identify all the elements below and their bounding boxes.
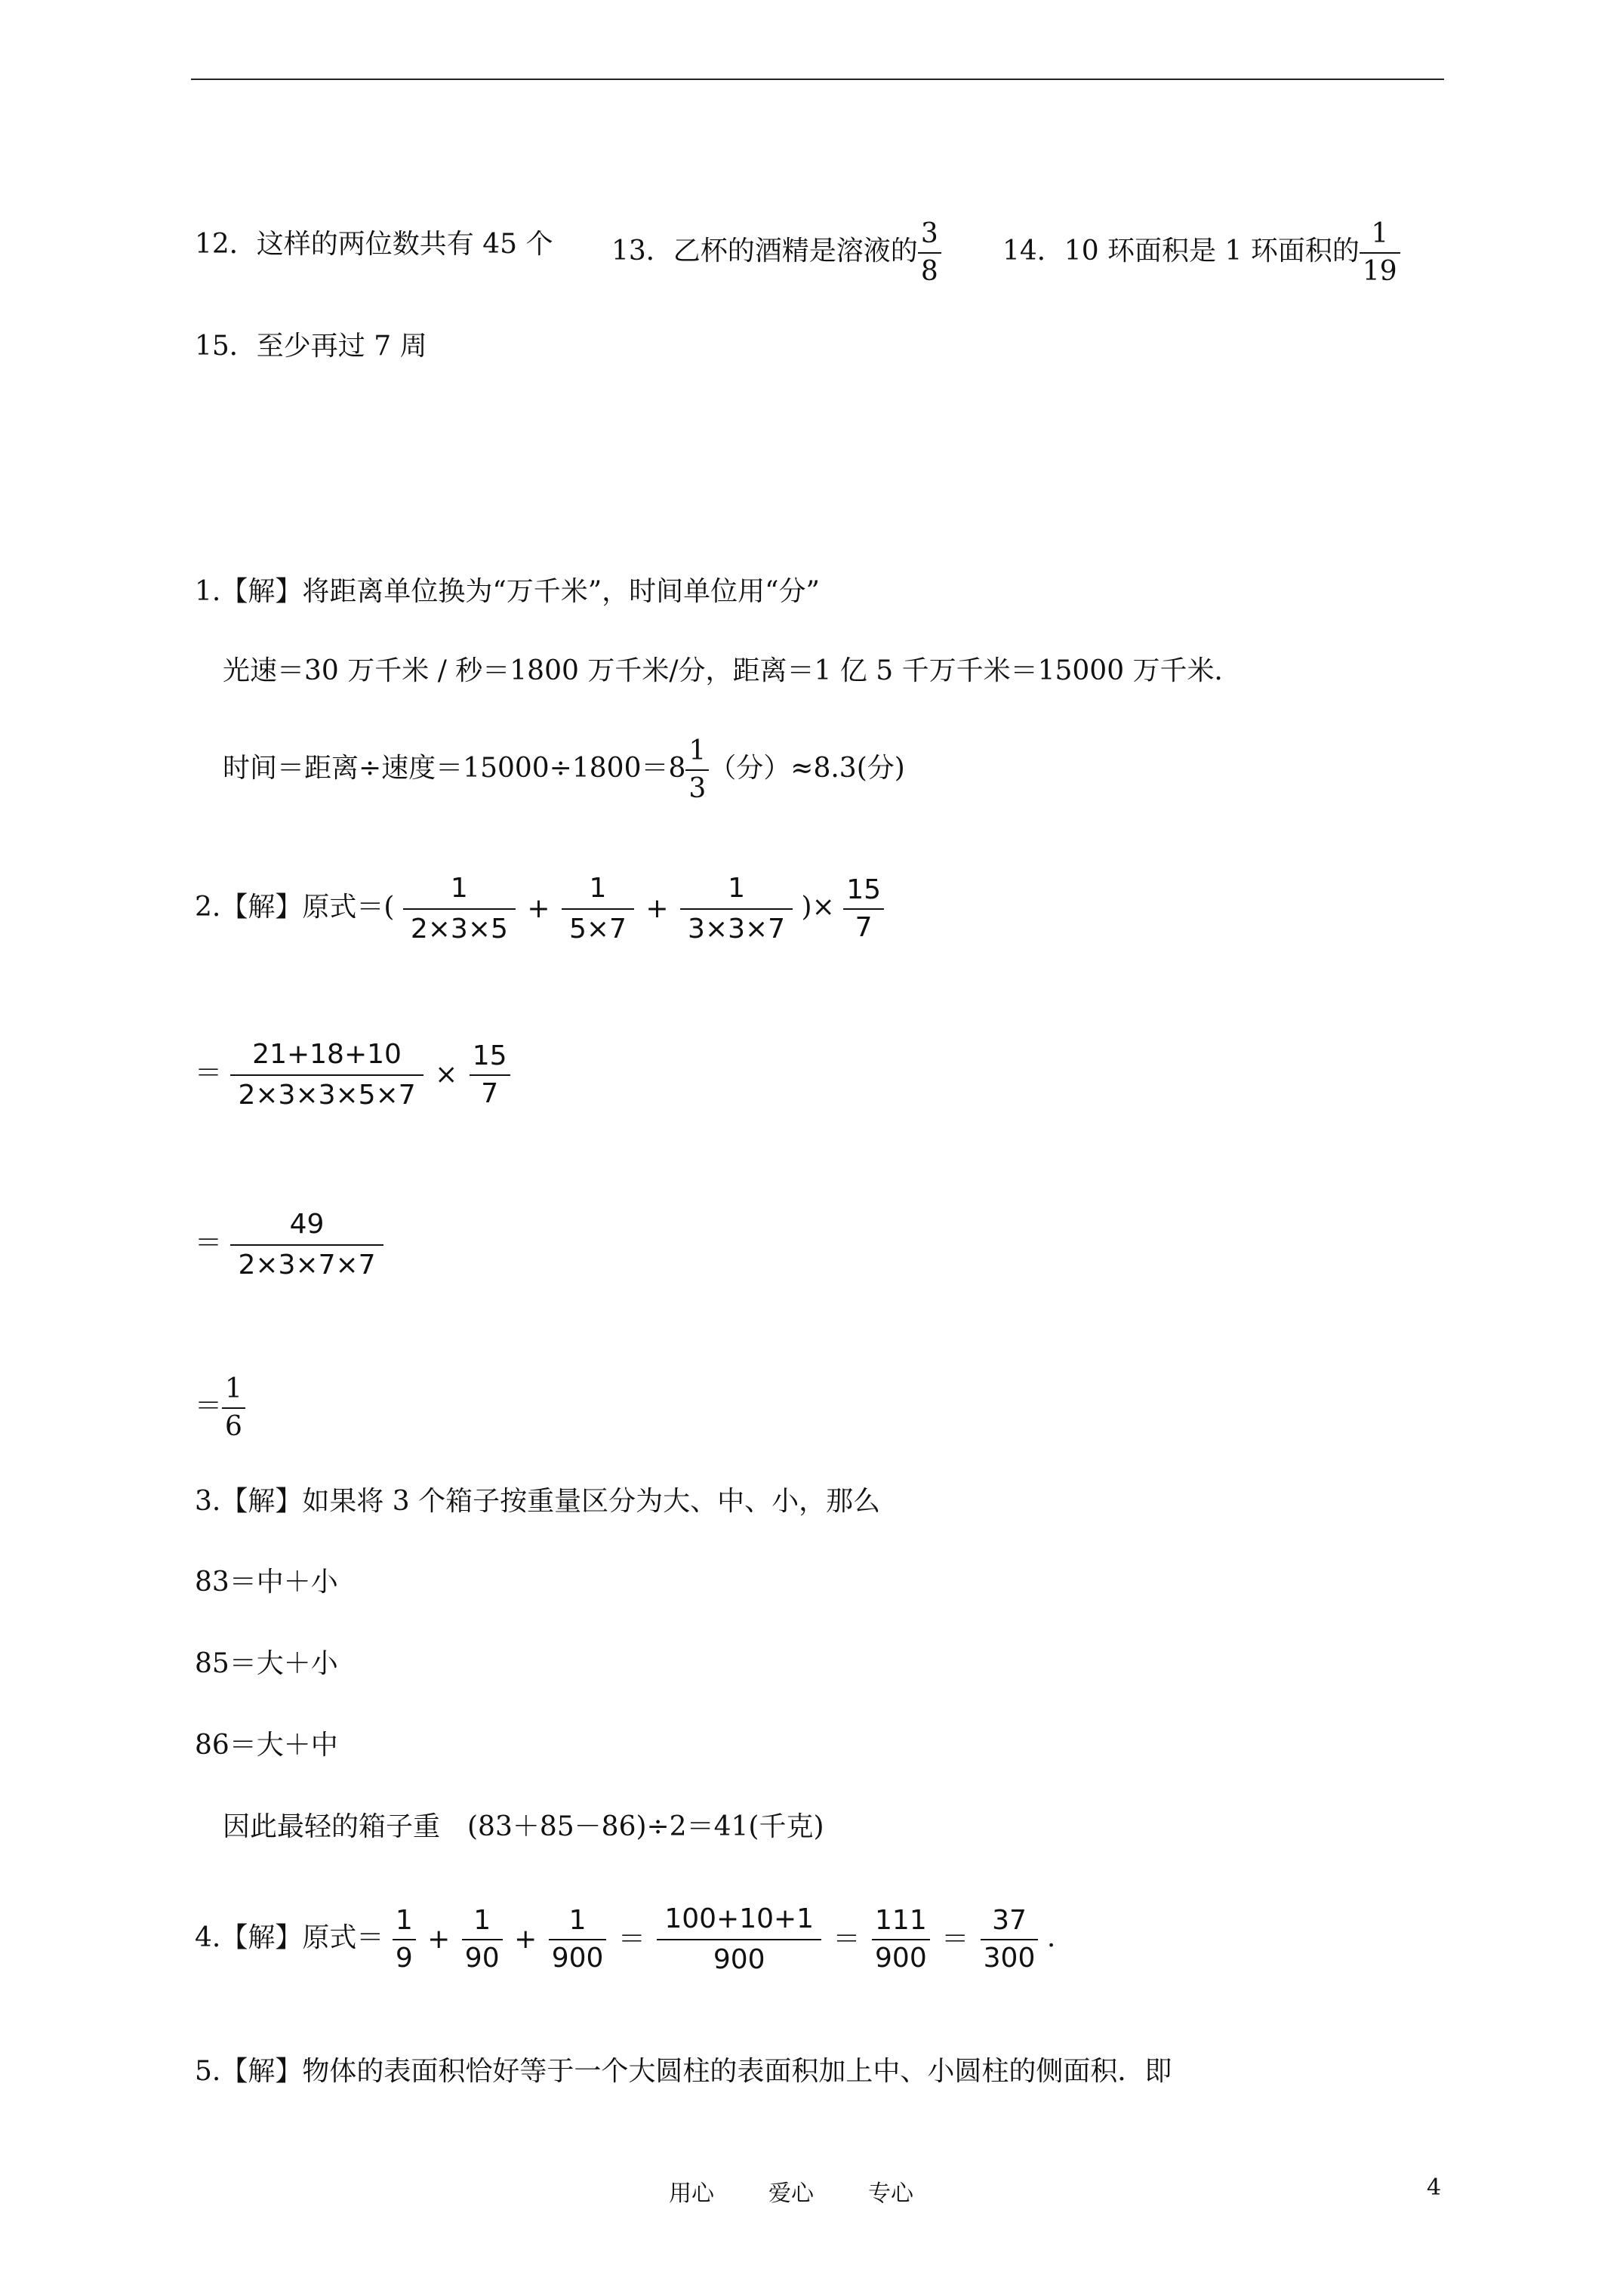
equals-sign: ＝ xyxy=(941,1924,969,1955)
times-sign: × xyxy=(435,1059,458,1090)
fraction-1-over-2x3x5: $\frac{1}{2\times 3\times 5}$ xyxy=(403,872,516,946)
fraction-49-sum-over-product: $\frac{21+18+10}{2\times 3\times 3\times 5\times 7}$ xyxy=(230,1038,423,1112)
fraction-37-300: $\frac{37}{300}$ xyxy=(981,1906,1039,1974)
equals-sign: ＝ xyxy=(833,1924,861,1955)
answer-13 xyxy=(611,219,941,287)
plus-sign: + xyxy=(427,1924,451,1955)
solution-5-title: 5.【解】物体的表面积恰好等于一个大圆柱的表面积加上中、小圆柱的侧面积．即 xyxy=(195,2056,1172,2087)
fraction-15-7: $\frac{15}{7}$ xyxy=(843,875,884,943)
solution-1-line3 xyxy=(223,736,905,804)
fraction-1-over-5x7: $\frac{1}{5\times 7}$ xyxy=(562,872,634,946)
plus-sign: + xyxy=(645,893,669,924)
answer-15: 15．至少再过 7 周 xyxy=(195,331,427,362)
solution-3-result: 因此最轻的箱子重 (83＋85－86)÷2＝41(千克) xyxy=(223,1811,824,1842)
answer-14-text: 14．10 环面积是 1 环面积的 xyxy=(1002,236,1360,267)
equals-sign: ＝ xyxy=(617,1924,645,1955)
solution-2-result xyxy=(195,1374,245,1442)
solution-4-expression xyxy=(195,1903,1055,1977)
fraction-1-90: $\frac{1}{90}$ xyxy=(462,1906,503,1974)
period: . xyxy=(1046,1922,1056,1953)
solution-1-line2: 光速＝30 万千米 / 秒＝1800 万千米/分，距离＝1 亿 5 千万千米＝15000 万千米． xyxy=(223,655,1242,686)
equals-sign: ＝ xyxy=(195,1391,223,1422)
solution-2-step3 xyxy=(195,1208,383,1282)
solution-4-label: 4.【解】原式＝ xyxy=(195,1922,384,1953)
solution-1-line3-text: 时间＝距离÷速度＝15000÷1800＝8 xyxy=(223,753,686,784)
answer-12: 12．这样的两位数共有 45 个 xyxy=(195,229,553,260)
solution-2-step2 xyxy=(195,1038,510,1112)
close-paren-times: )× xyxy=(801,892,835,923)
fraction-1-3: $\frac{1}{3}$ xyxy=(685,736,709,804)
solution-1-line3-unit: （分）≈8.3(分) xyxy=(709,753,905,784)
footer-motto-2: 爱心 xyxy=(768,2180,814,2207)
solution-2-label: 2.【解】原式＝( xyxy=(195,892,395,923)
fraction-1-over-3x3x7: $\frac{1}{3\times 3\times 7}$ xyxy=(680,872,793,946)
solution-3-title: 3.【解】如果将 3 个箱子按重量区分为大、中、小，那么 xyxy=(195,1486,881,1517)
fraction-1-19: $\frac{1}{19}$ xyxy=(1360,219,1400,287)
fraction-111-sum-over-900: $\frac{100+10+1}{900}$ xyxy=(657,1903,821,1977)
fraction-49-over-2x3x7x7: $\frac{49}{2\times 3\times 7\times 7}$ xyxy=(230,1208,383,1282)
page-number: 4 xyxy=(1427,2174,1442,2201)
header-rule xyxy=(191,79,1444,80)
solution-3-eq1: 83＝中＋小 xyxy=(195,1567,338,1598)
equals-sign: ＝ xyxy=(195,1228,223,1259)
fraction-111-900: $\frac{111}{900}$ xyxy=(872,1906,930,1974)
fraction-1-6: $\frac{1}{6}$ xyxy=(222,1374,245,1442)
equals-sign: ＝ xyxy=(195,1058,223,1089)
fraction-3-8: $\frac{3}{8}$ xyxy=(918,219,941,287)
plus-sign: + xyxy=(527,893,550,924)
footer-motto-1: 用心 xyxy=(669,2180,714,2207)
solution-1-title: 1.【解】将距离单位换为“万千米”，时间单位用“分” xyxy=(195,576,820,607)
solution-2-expression xyxy=(195,872,884,946)
answer-13-text: 13．乙杯的酒精是溶液的 xyxy=(611,236,918,267)
solution-3-eq2: 85＝大＋小 xyxy=(195,1648,338,1679)
fraction-1-9: $\frac{1}{9}$ xyxy=(393,1906,416,1974)
fraction-15-7-step2: $\frac{15}{7}$ xyxy=(470,1041,510,1109)
answer-14 xyxy=(1002,219,1400,287)
fraction-1-900: $\frac{1}{900}$ xyxy=(549,1906,607,1974)
solution-3-eq3: 86＝大＋中 xyxy=(195,1730,338,1761)
plus-sign: + xyxy=(514,1924,537,1955)
footer-motto-3: 专心 xyxy=(868,2180,913,2207)
